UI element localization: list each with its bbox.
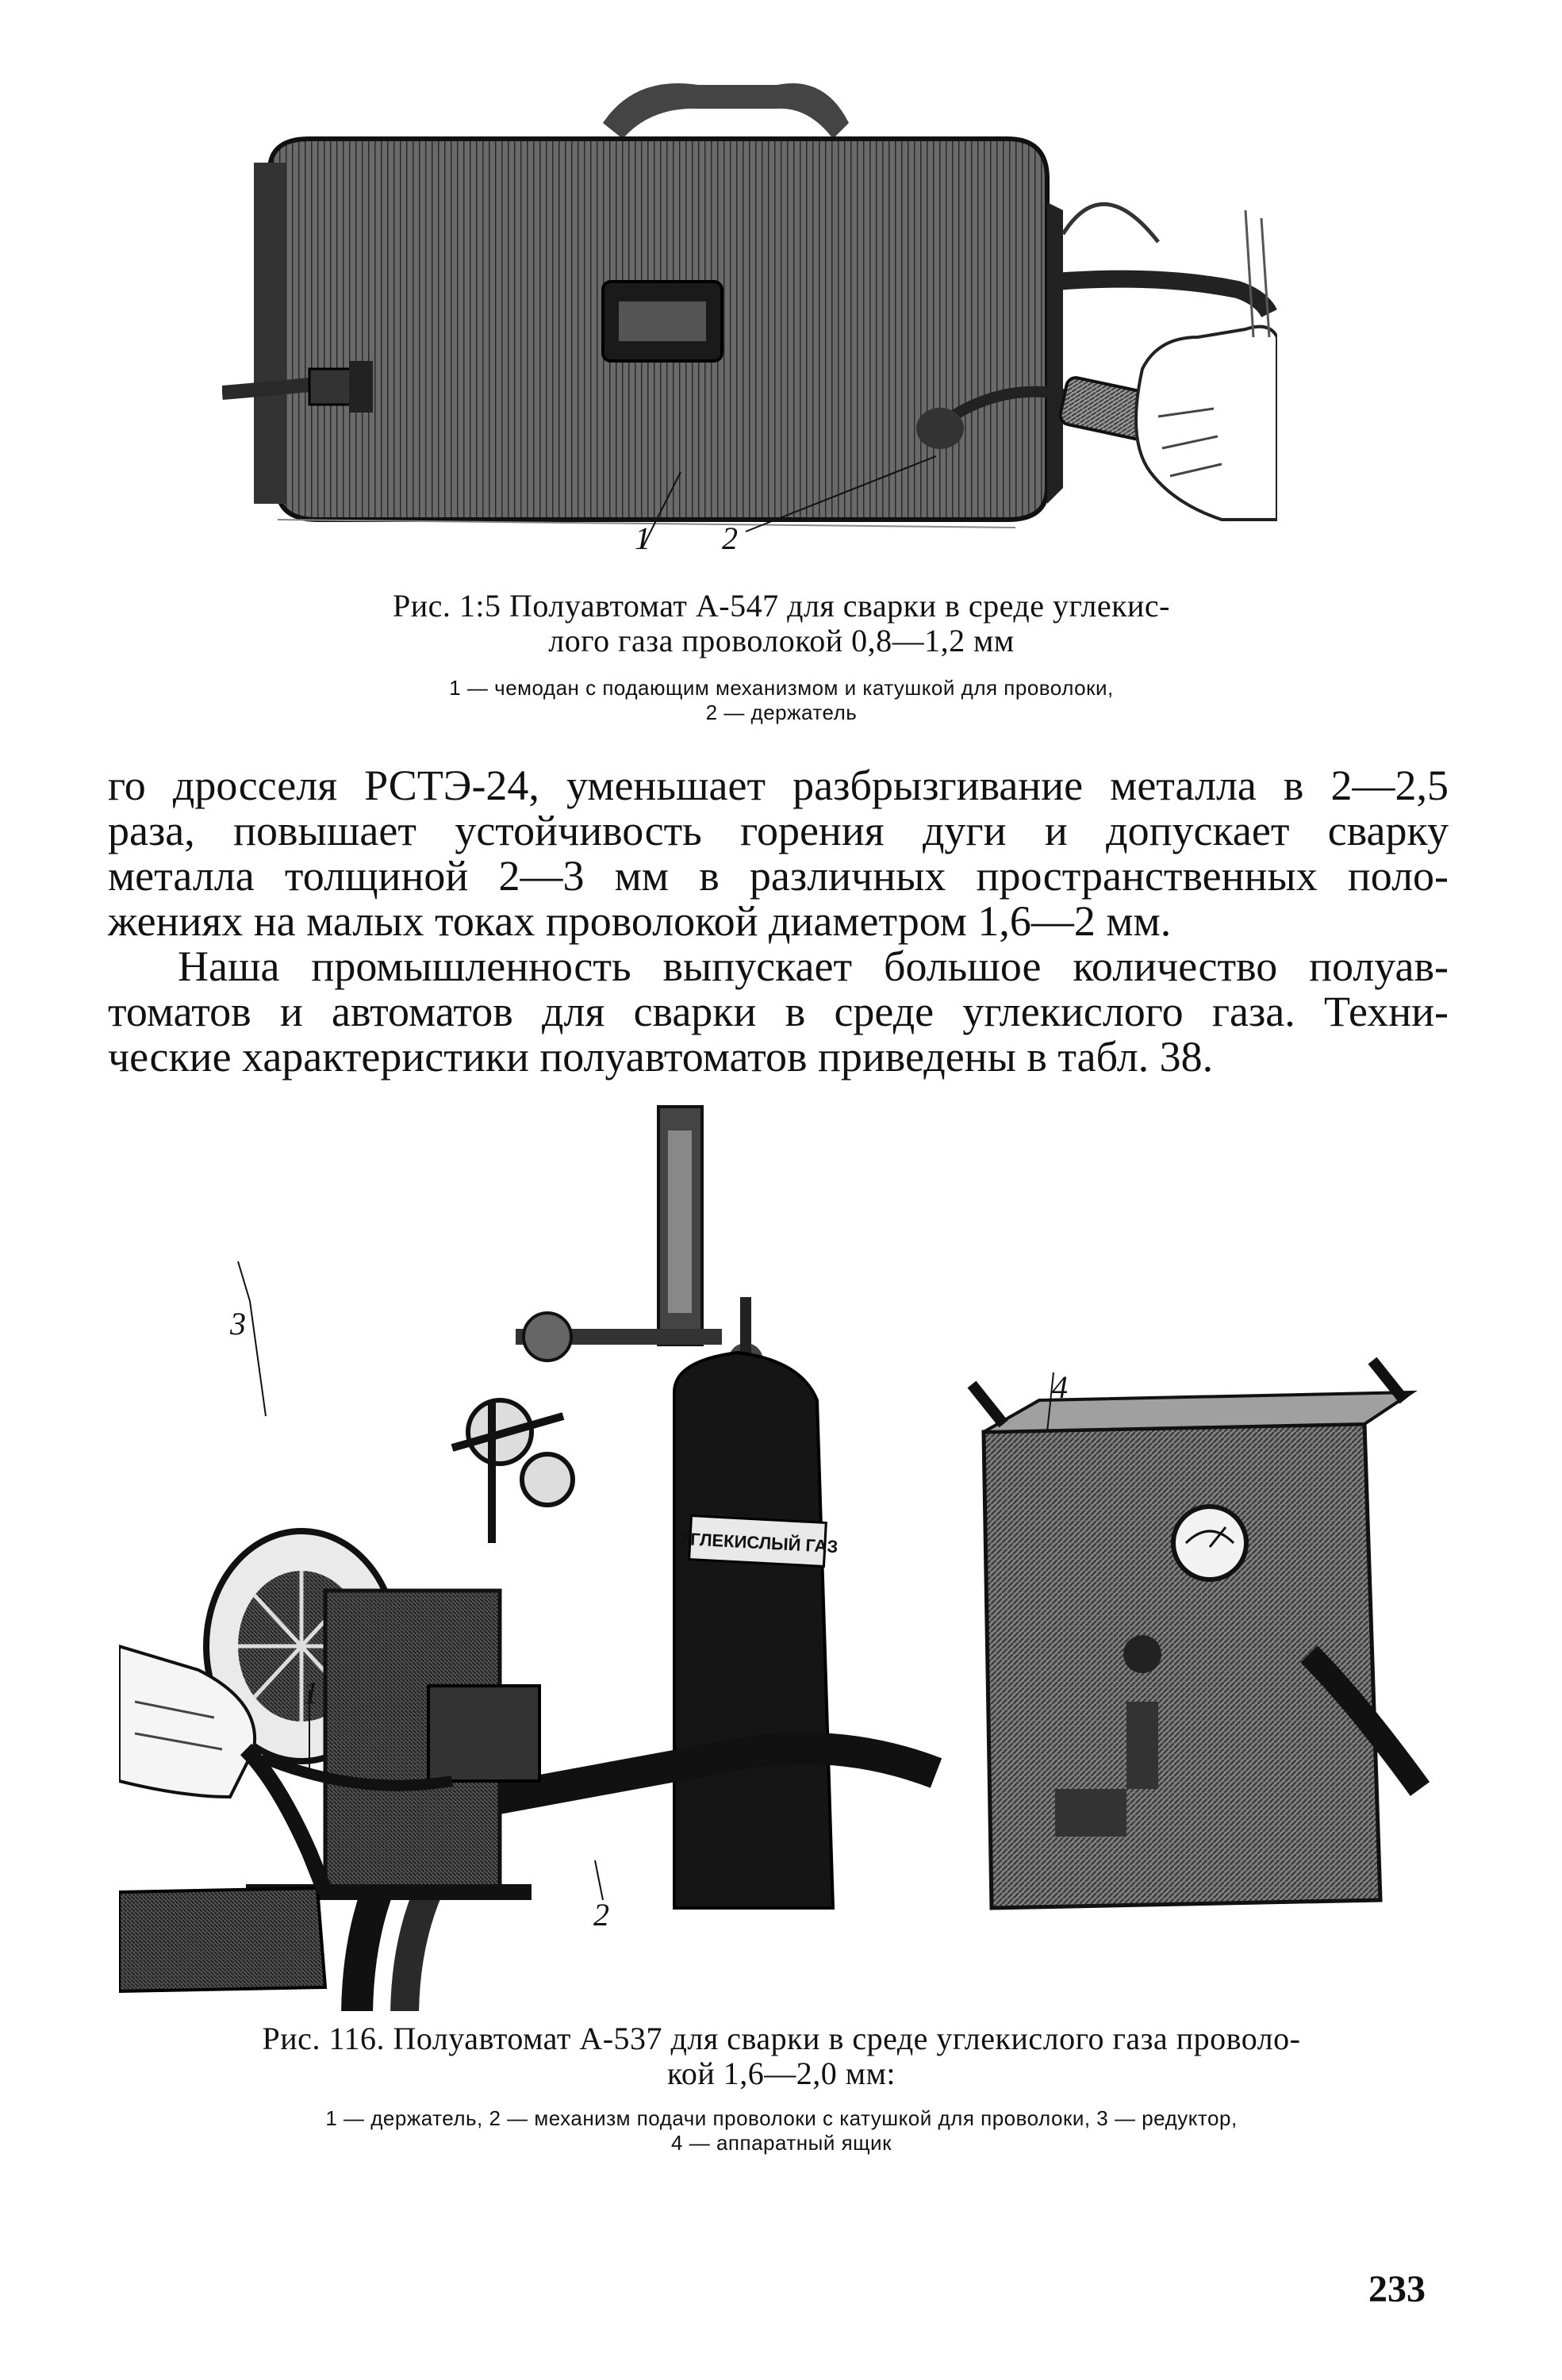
paragraph-2-line-1: Наша промышленность выпускает большое количество полуав- (178, 942, 1449, 990)
figure-116-label-1: 1 (303, 1675, 319, 1710)
figure-116-label-3: 3 (230, 1306, 246, 1342)
paragraph-1 (108, 763, 1449, 899)
paragraph-1-line-2: раза, повышает устойчивость горения дуги и допускает сварку (108, 807, 1449, 854)
figure-116-label-2: 2 (593, 1897, 609, 1933)
figure-115-caption (206, 589, 1357, 658)
figure-115-illustration (222, 75, 1277, 571)
page-number: 233 (1368, 2268, 1426, 2310)
paragraph-1-line-1: го дросселя РСТЭ-24, уменьшает разбрызгивание металла в 2—2,5 (108, 762, 1449, 809)
paragraph-1-line-3: металла толщиной 2—3 мм в различных пространственных поло- (108, 852, 1449, 900)
figure-115-caption-line1: Рис. 1:5 Полуавтомат А-547 для сварки в среде углекис- (393, 588, 1170, 624)
paragraph-2-line-2: томатов и автоматов для сварки в среде углекислого газа. Техни- (108, 988, 1449, 1035)
figure-116-legend-line2: 4 — аппаратный ящик (671, 2131, 892, 2155)
paragraph-1-last (108, 899, 1449, 944)
figure-116-caption-line2: кой 1,6—2,0 мм: (666, 2056, 896, 2091)
figure-115-legend-line1: 1 — чемодан с подающим механизмом и катушкой для проволоки, (449, 676, 1114, 700)
figure-115-label-2: 2 (722, 520, 738, 556)
figure-116-caption-line1: Рис. 116. Полуавтомат А-537 для сварки в среде углекислого газа проволо- (262, 2021, 1301, 2056)
paragraph-2-last (108, 1035, 1449, 1080)
figure-115-legend (159, 676, 1404, 725)
figure-115-legend-line2: 2 — держатель (705, 701, 858, 724)
figure-116-caption (99, 2021, 1464, 2091)
paragraph-2 (108, 944, 1449, 1035)
figure-116-legend (87, 2106, 1476, 2155)
figure-116-illustration (119, 1099, 1452, 2011)
paragraph-2-line-3: ческие характеристики полуавтоматов приведены в табл. 38. (108, 1033, 1214, 1081)
figure-116-legend-line1: 1 — держатель, 2 — механизм подачи проволоки с катушкой для проволоки, 3 — редуктор, (325, 2106, 1238, 2130)
figure-115-label-1: 1 (635, 520, 651, 556)
figure-115-caption-line2: лого газа проволокой 0,8—1,2 мм (548, 623, 1015, 658)
paragraph-1-line-4: жениях на малых токах проволокой диаметром 1,6—2 мм. (108, 897, 1172, 945)
figure-116-label-4: 4 (1052, 1369, 1068, 1405)
cylinder-label: УГЛЕКИСЛЫЙ ГАЗ (678, 1528, 839, 1557)
